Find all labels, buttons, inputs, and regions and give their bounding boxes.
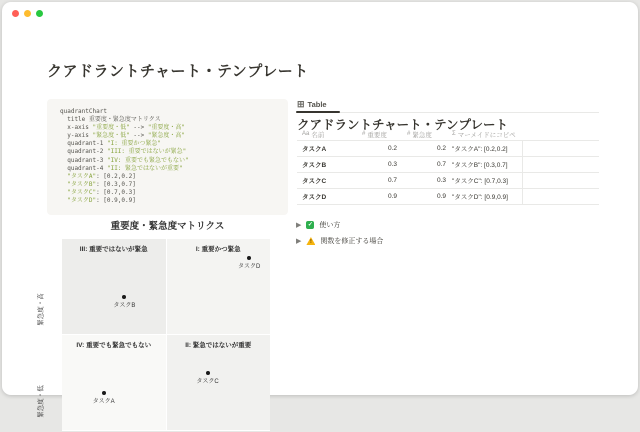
table-row[interactable]	[297, 189, 599, 205]
table-cell	[523, 141, 599, 157]
toggle-label: 使い方	[319, 222, 341, 229]
toggle-triangle-icon[interactable]: ▶	[296, 221, 302, 229]
table-cell[interactable]: 0.3	[354, 157, 401, 173]
table-cell[interactable]: 0.7	[401, 157, 450, 173]
table-cell[interactable]: "タスクA": [0.2,0.2]	[450, 141, 523, 157]
table-row[interactable]	[297, 141, 599, 157]
y-axis-label-high: 緊急度・高	[37, 293, 45, 326]
column-header-formula[interactable]	[450, 128, 523, 141]
column-header-label: 名前	[311, 131, 325, 139]
database-table	[297, 128, 599, 205]
tab-label: Table	[307, 100, 327, 109]
column-header-urgency[interactable]	[401, 128, 450, 141]
table-cell[interactable]: タスクB	[297, 157, 354, 173]
number-property-icon: #	[362, 131, 366, 137]
point-label: タスクB	[113, 302, 136, 309]
window-controls	[12, 10, 43, 17]
point-label: タスクA	[92, 398, 115, 405]
header-spacer	[523, 128, 599, 141]
active-tab-underline	[296, 111, 340, 113]
quadrant-top-right	[167, 239, 271, 334]
table-cell[interactable]: 0.9	[354, 189, 401, 205]
close-window-icon[interactable]	[12, 10, 19, 17]
quadrant-label: IV: 重要でも緊急でもない	[76, 342, 152, 349]
point-label: タスクC	[196, 379, 219, 386]
text-property-icon: Aa	[302, 131, 310, 137]
formula-property-icon: Σ	[452, 131, 456, 137]
table-body	[297, 141, 599, 205]
quadrant-chart	[37, 239, 270, 431]
table-cell[interactable]: 0.2	[401, 141, 450, 157]
column-header-name[interactable]	[297, 128, 354, 141]
table-cell	[523, 173, 599, 189]
table-cell[interactable]: "タスクC": [0.7,0.3]	[450, 173, 523, 189]
column-header-label: マーメイドにコピペ	[457, 131, 516, 139]
quadrant-top-left	[62, 239, 166, 334]
minimize-window-icon[interactable]	[24, 10, 31, 17]
table-cell[interactable]: 0.9	[401, 189, 450, 205]
chart-title: 重要度・緊急度マトリクス	[110, 221, 225, 232]
mermaid-code-block[interactable]	[47, 99, 288, 215]
table-cell[interactable]: 0.3	[401, 173, 450, 189]
point-label: タスクD	[238, 264, 261, 271]
table-row[interactable]	[297, 173, 599, 189]
tab-table-view[interactable]	[297, 98, 327, 111]
quadrant-bottom-left	[62, 335, 166, 430]
toggle-triangle-icon[interactable]: ▶	[296, 237, 302, 245]
table-cell	[523, 157, 599, 173]
zoom-window-icon[interactable]	[36, 10, 43, 17]
page-title: クアドラントチャート・テンプレート	[47, 63, 309, 80]
table-header-row	[297, 128, 599, 141]
y-axis-label-low: 緊急度・低	[37, 385, 45, 418]
column-header-importance[interactable]	[354, 128, 401, 141]
table-cell[interactable]: タスクD	[297, 189, 354, 205]
column-header-label: 重要度	[367, 131, 387, 139]
table-cell[interactable]: 0.2	[354, 141, 401, 157]
table-row[interactable]	[297, 157, 599, 173]
table-cell[interactable]: 0.7	[354, 173, 401, 189]
table-view-icon: ⊞	[297, 99, 305, 109]
table-cell	[523, 189, 599, 205]
table-cell[interactable]: "タスクB": [0.3,0.7]	[450, 157, 523, 173]
quadrant-label: III: 重要ではないが緊急	[79, 246, 148, 253]
point-dot	[102, 391, 106, 395]
quadrant-label: II: 緊急ではないが重要	[185, 342, 252, 349]
toggle-fix-function[interactable]	[296, 234, 383, 248]
warning-icon: !	[306, 237, 315, 245]
column-header-label: 緊急度	[412, 131, 432, 139]
table-cell[interactable]: "タスクD": [0.9,0.9]	[450, 189, 523, 205]
app-window	[2, 2, 638, 418]
quadrant-label: I: 重要かつ緊急	[195, 246, 241, 253]
number-property-icon: #	[407, 131, 411, 137]
toggle-how-to-use[interactable]	[296, 218, 340, 232]
table-cell[interactable]: タスクA	[297, 141, 354, 157]
database-title[interactable]: クアドラントチャート・テンプレート	[297, 118, 509, 132]
tab-bar-divider	[296, 112, 599, 113]
table-cell[interactable]: タスクC	[297, 173, 354, 189]
toggle-label: 関数を修正する場合	[320, 238, 384, 245]
check-mark-icon: ✓	[307, 222, 313, 228]
code-content: quadrantChart title 重要度・緊急度マトリクス x-axis "重要度・低" --> "重要度・高" y-axis "緊急度・低" --> "緊急度・高" quadrant-1 "I: 重要かつ緊急" quadrant-2 "III: 重要ではないが緊急" quadrant-3 "IV: 重要でも緊急でもない" quadrant-4 "II: 緊急ではないが重要" "タスクA": [0.2,0.2] "タスクB": [0.3,0.7] "タスクC": [0.7,0.3] "タスクD": [0.9,0.9]	[60, 108, 189, 205]
